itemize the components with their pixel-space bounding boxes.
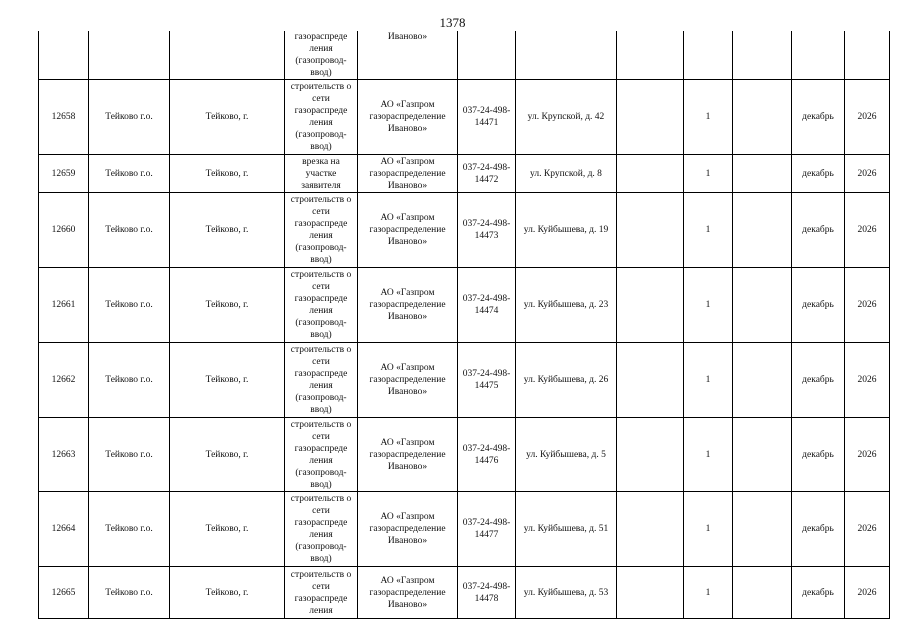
gas-connection-table [38,31,890,619]
cell-year: 2026 [845,418,890,492]
cell-district [89,31,170,80]
cell-number: 12662 [39,343,89,418]
cell-locality: Тейково, г. [170,80,285,155]
cell-empty [733,155,792,193]
cell-work-type: строительств о сети газораспреде ления (газопровод-ввод) [285,418,358,492]
cell-locality: Тейково, г. [170,268,285,343]
cell-empty [733,268,792,343]
cell-address: ул. Крупской, д. 8 [516,155,617,193]
cell-number [39,31,89,80]
cell-organization: АО «Газпром газораспределение Иваново» [358,492,458,567]
cell-organization: АО «Газпром газораспределение Иваново» [358,155,458,193]
cell-month: декабрь [792,80,845,155]
cell-year: 2026 [845,567,890,619]
cell-organization: АО «Газпром газораспределение Иваново» [358,418,458,492]
cell-work-type: строительств о сети газораспреде ления (газопровод-ввод) [285,492,358,567]
cell-district: Тейково г.о. [89,343,170,418]
cell-quantity: 1 [684,155,733,193]
cell-code: 037-24-498-14472 [458,155,516,193]
cell-year: 2026 [845,80,890,155]
cell-district: Тейково г.о. [89,567,170,619]
cell-month: декабрь [792,492,845,567]
cell-organization: АО «Газпром газораспределение Иваново» [358,567,458,619]
cell-empty [617,343,684,418]
table-row [39,268,890,343]
cell-month [792,31,845,80]
cell-number: 12664 [39,492,89,567]
cell-year: 2026 [845,193,890,268]
cell-quantity: 1 [684,567,733,619]
cell-district: Тейково г.о. [89,80,170,155]
cell-district: Тейково г.о. [89,155,170,193]
cell-empty [617,193,684,268]
cell-work-type: строительств о сети газораспреде ления (газопровод-ввод) [285,193,358,268]
cell-locality [170,31,285,80]
cell-number: 12660 [39,193,89,268]
cell-empty [617,567,684,619]
cell-empty [617,80,684,155]
cell-year [845,31,890,80]
table-row [39,193,890,268]
cell-code: 037-24-498-14475 [458,343,516,418]
cell-month: декабрь [792,155,845,193]
cell-quantity: 1 [684,268,733,343]
cell-work-type: строительств о сети газораспреде ления (газопровод-ввод) [285,268,358,343]
cell-month: декабрь [792,268,845,343]
cell-address: ул. Куйбышева, д. 19 [516,193,617,268]
cell-number: 12661 [39,268,89,343]
table-row-continuation [39,31,890,80]
cell-year: 2026 [845,155,890,193]
cell-empty [617,418,684,492]
cell-district: Тейково г.о. [89,268,170,343]
cell-quantity: 1 [684,343,733,418]
cell-address: ул. Куйбышева, д. 5 [516,418,617,492]
cell-empty [617,492,684,567]
cell-empty [617,31,684,80]
cell-address: ул. Куйбышева, д. 53 [516,567,617,619]
cell-month: декабрь [792,418,845,492]
cell-address: ул. Крупской, д. 42 [516,80,617,155]
cell-work-type: строительств о сети газораспреде ления (газопровод-ввод) [285,343,358,418]
cell-organization: Иваново» [358,31,458,80]
cell-locality: Тейково, г. [170,343,285,418]
table-row [39,492,890,567]
cell-empty [733,343,792,418]
cell-organization: АО «Газпром газораспределение Иваново» [358,80,458,155]
cell-address [516,31,617,80]
cell-district: Тейково г.о. [89,418,170,492]
table-row [39,418,890,492]
cell-address: ул. Куйбышева, д. 26 [516,343,617,418]
cell-code: 037-24-498-14473 [458,193,516,268]
cell-empty [733,193,792,268]
cell-organization: АО «Газпром газораспределение Иваново» [358,193,458,268]
cell-work-type: строительств о сети газораспреде ления [285,567,358,619]
cell-quantity: 1 [684,80,733,155]
cell-code: 037-24-498-14476 [458,418,516,492]
table-row [39,155,890,193]
cell-code: 037-24-498-14477 [458,492,516,567]
cell-work-type: врезка на участке заявителя [285,155,358,193]
cell-quantity [684,31,733,80]
cell-code: 037-24-498-14471 [458,80,516,155]
cell-locality: Тейково, г. [170,418,285,492]
cell-organization: АО «Газпром газораспределение Иваново» [358,343,458,418]
cell-quantity: 1 [684,492,733,567]
cell-month: декабрь [792,193,845,268]
cell-quantity: 1 [684,193,733,268]
cell-number: 12659 [39,155,89,193]
table-row [39,80,890,155]
cell-empty [733,567,792,619]
table-row [39,567,890,619]
cell-district: Тейково г.о. [89,193,170,268]
cell-empty [733,80,792,155]
cell-locality: Тейково, г. [170,193,285,268]
cell-work-type: газораспреде ления (газопровод-ввод) [285,31,358,80]
cell-district: Тейково г.о. [89,492,170,567]
cell-empty [617,155,684,193]
cell-empty [733,418,792,492]
cell-number: 12665 [39,567,89,619]
cell-quantity: 1 [684,418,733,492]
cell-year: 2026 [845,492,890,567]
cell-address: ул. Куйбышева, д. 51 [516,492,617,567]
cell-empty [617,268,684,343]
cell-code: 037-24-498-14478 [458,567,516,619]
cell-number: 12658 [39,80,89,155]
page-number: 1378 [439,15,466,30]
cell-code [458,31,516,80]
cell-organization: АО «Газпром газораспределение Иваново» [358,268,458,343]
cell-locality: Тейково, г. [170,567,285,619]
cell-month: декабрь [792,567,845,619]
cell-empty [733,492,792,567]
cell-year: 2026 [845,343,890,418]
cell-work-type: строительств о сети газораспреде ления (газопровод-ввод) [285,80,358,155]
cell-locality: Тейково, г. [170,492,285,567]
cell-year: 2026 [845,268,890,343]
cell-code: 037-24-498-14474 [458,268,516,343]
cell-month: декабрь [792,343,845,418]
table-row [39,343,890,418]
cell-empty [733,31,792,80]
cell-locality: Тейково, г. [170,155,285,193]
cell-address: ул. Куйбышева, д. 23 [516,268,617,343]
cell-number: 12663 [39,418,89,492]
